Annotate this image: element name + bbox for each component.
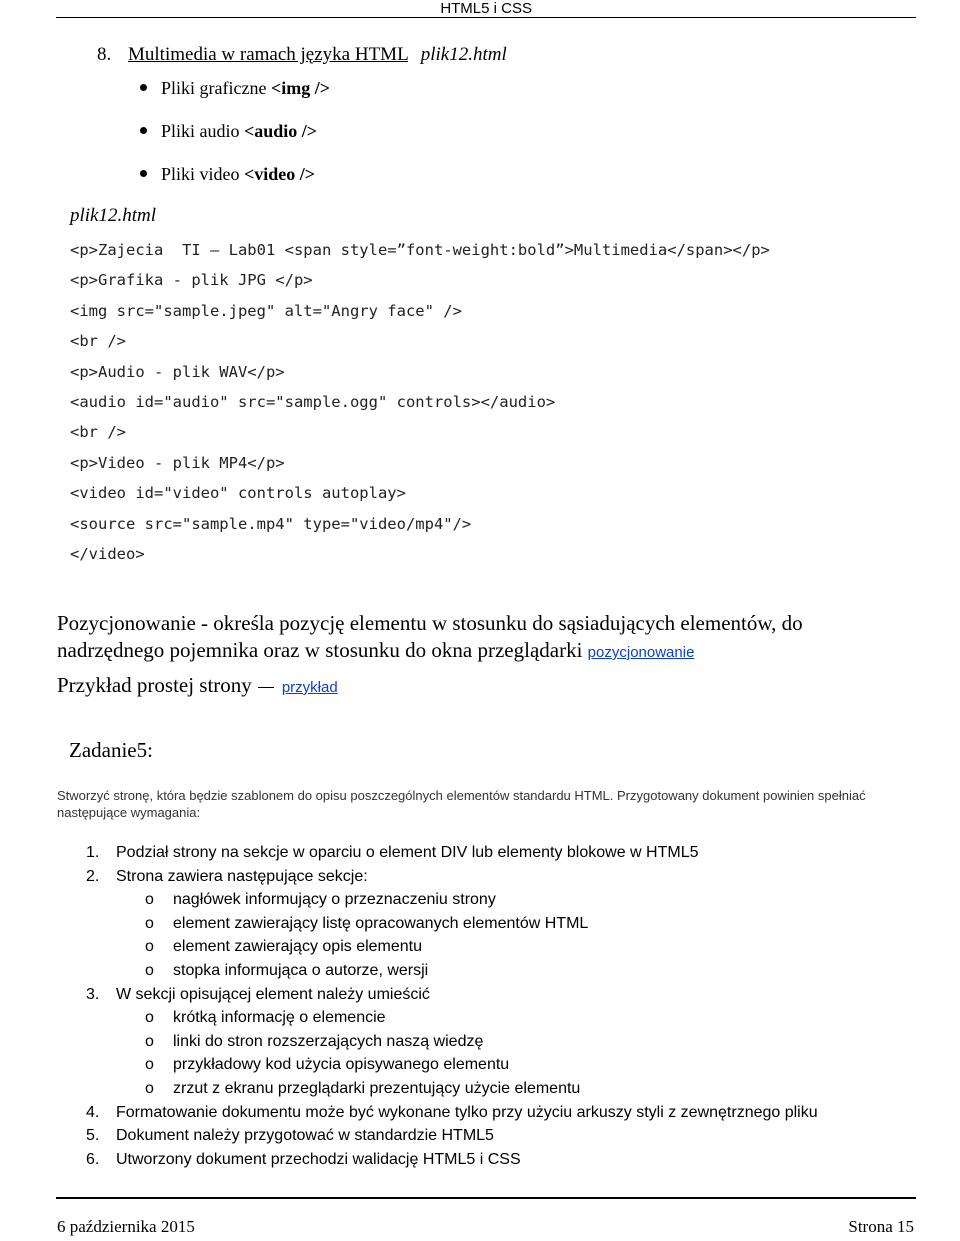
positioning-link[interactable]: pozycjonowanie [587, 644, 695, 661]
media-bullet-list [140, 76, 330, 205]
list-item: 3. W sekcji opisującej element należy umieścić [86, 985, 430, 1003]
section-number: 8. [97, 44, 112, 65]
section-file: plik12.html [420, 44, 507, 65]
footer-divider [56, 1197, 916, 1199]
code-line: <audio id="audio" src="sample.ogg" controls></audio> [70, 392, 556, 411]
code-line: <p>Video - plik MP4</p> [70, 453, 285, 472]
task-description: Stworzyć stronę, która będzie szablonem do opisu poszczególnych elementów standardu HTML. Przygotowany dokument powinien spełniać następujące wymagania: [57, 788, 866, 820]
sub-list-item: o element zawierający opis elementu [145, 938, 423, 956]
dash-separator [258, 687, 274, 688]
list-item: 4. Formatowanie dokumentu może być wykonane tylko przy użyciu arkuszy styli z zewnętrznego pliku [86, 1103, 818, 1121]
code-line: <img src="sample.jpeg" alt="Angry face" /> [70, 301, 462, 320]
code-block [70, 239, 770, 573]
example-link[interactable]: przykład [281, 679, 338, 696]
list-item: 2. Strona zawiera następujące sekcje: [86, 867, 368, 885]
requirements-list [86, 842, 818, 1172]
footer-date: 6 października 2015 [57, 1217, 195, 1236]
list-item: 5. Dokument należy przygotować w standardzie HTML5 [86, 1127, 494, 1145]
positioning-text: Pozycjonowanie - określa pozycję elementu w stosunku do sąsiadujących elementów, do nadrzędnego pojemnika oraz w stosunku do okna przeglądarki [57, 611, 803, 662]
sub-list-item: o element zawierający listę opracowanych elementów HTML [145, 914, 589, 932]
page-header-title: HTML5 i CSS [440, 0, 532, 17]
sub-list-item: o nagłówek informujący o przeznaczeniu strony [145, 891, 496, 909]
code-line: </video> [70, 544, 145, 563]
bullet-icon [140, 84, 147, 91]
list-item: 6. Utworzony dokument przechodzi walidację HTML5 i CSS [86, 1150, 521, 1168]
header-divider [56, 17, 916, 18]
footer-page-number: Strona 15 [848, 1217, 914, 1236]
sub-list-item: o krótką informację o elemencie [145, 1009, 386, 1027]
example-line [57, 673, 338, 698]
code-line: <br /> [70, 423, 126, 442]
task-title: Zadanie5: [69, 738, 153, 762]
sub-list-item: o stopka informująca o autorze, wersji [145, 961, 429, 979]
code-file-label: plik12.html [70, 205, 157, 226]
example-text: Przykład prostej strony [57, 673, 252, 697]
list-item: Pliki graficzne <img /> [140, 76, 330, 119]
sub-list-item: o przykładowy kod użycia opisywanego elementu [145, 1056, 510, 1074]
bullet-icon [140, 170, 147, 177]
code-line: <br /> [70, 332, 126, 351]
section-heading: Multimedia w ramach języka HTML [128, 44, 408, 65]
list-item: Pliki video <video /> [140, 162, 330, 205]
positioning-paragraph [57, 610, 907, 666]
list-item: Pliki audio <audio /> [140, 119, 330, 162]
list-item: 1. Podział strony na sekcje w oparciu o element DIV lub elementy blokowe w HTML5 [86, 844, 699, 861]
code-line: <p>Grafika - plik JPG </p> [70, 271, 313, 290]
code-line: <p>Zajecia TI – Lab01 <span style=”font-weight:bold”>Multimedia</span></p> [70, 241, 770, 259]
code-line: <source src="sample.mp4" type="video/mp4"/> [70, 514, 472, 533]
bullet-icon [140, 127, 147, 134]
section-title [97, 44, 507, 66]
sub-list-item: o linki do stron rozszerzających naszą wiedzę [145, 1032, 484, 1050]
code-line: <video id="video" controls autoplay> [70, 484, 406, 503]
code-line: <p>Audio - plik WAV</p> [70, 362, 285, 381]
sub-list-item: o zrzut z ekranu przeglądarki prezentujący użycie elementu [145, 1079, 581, 1097]
